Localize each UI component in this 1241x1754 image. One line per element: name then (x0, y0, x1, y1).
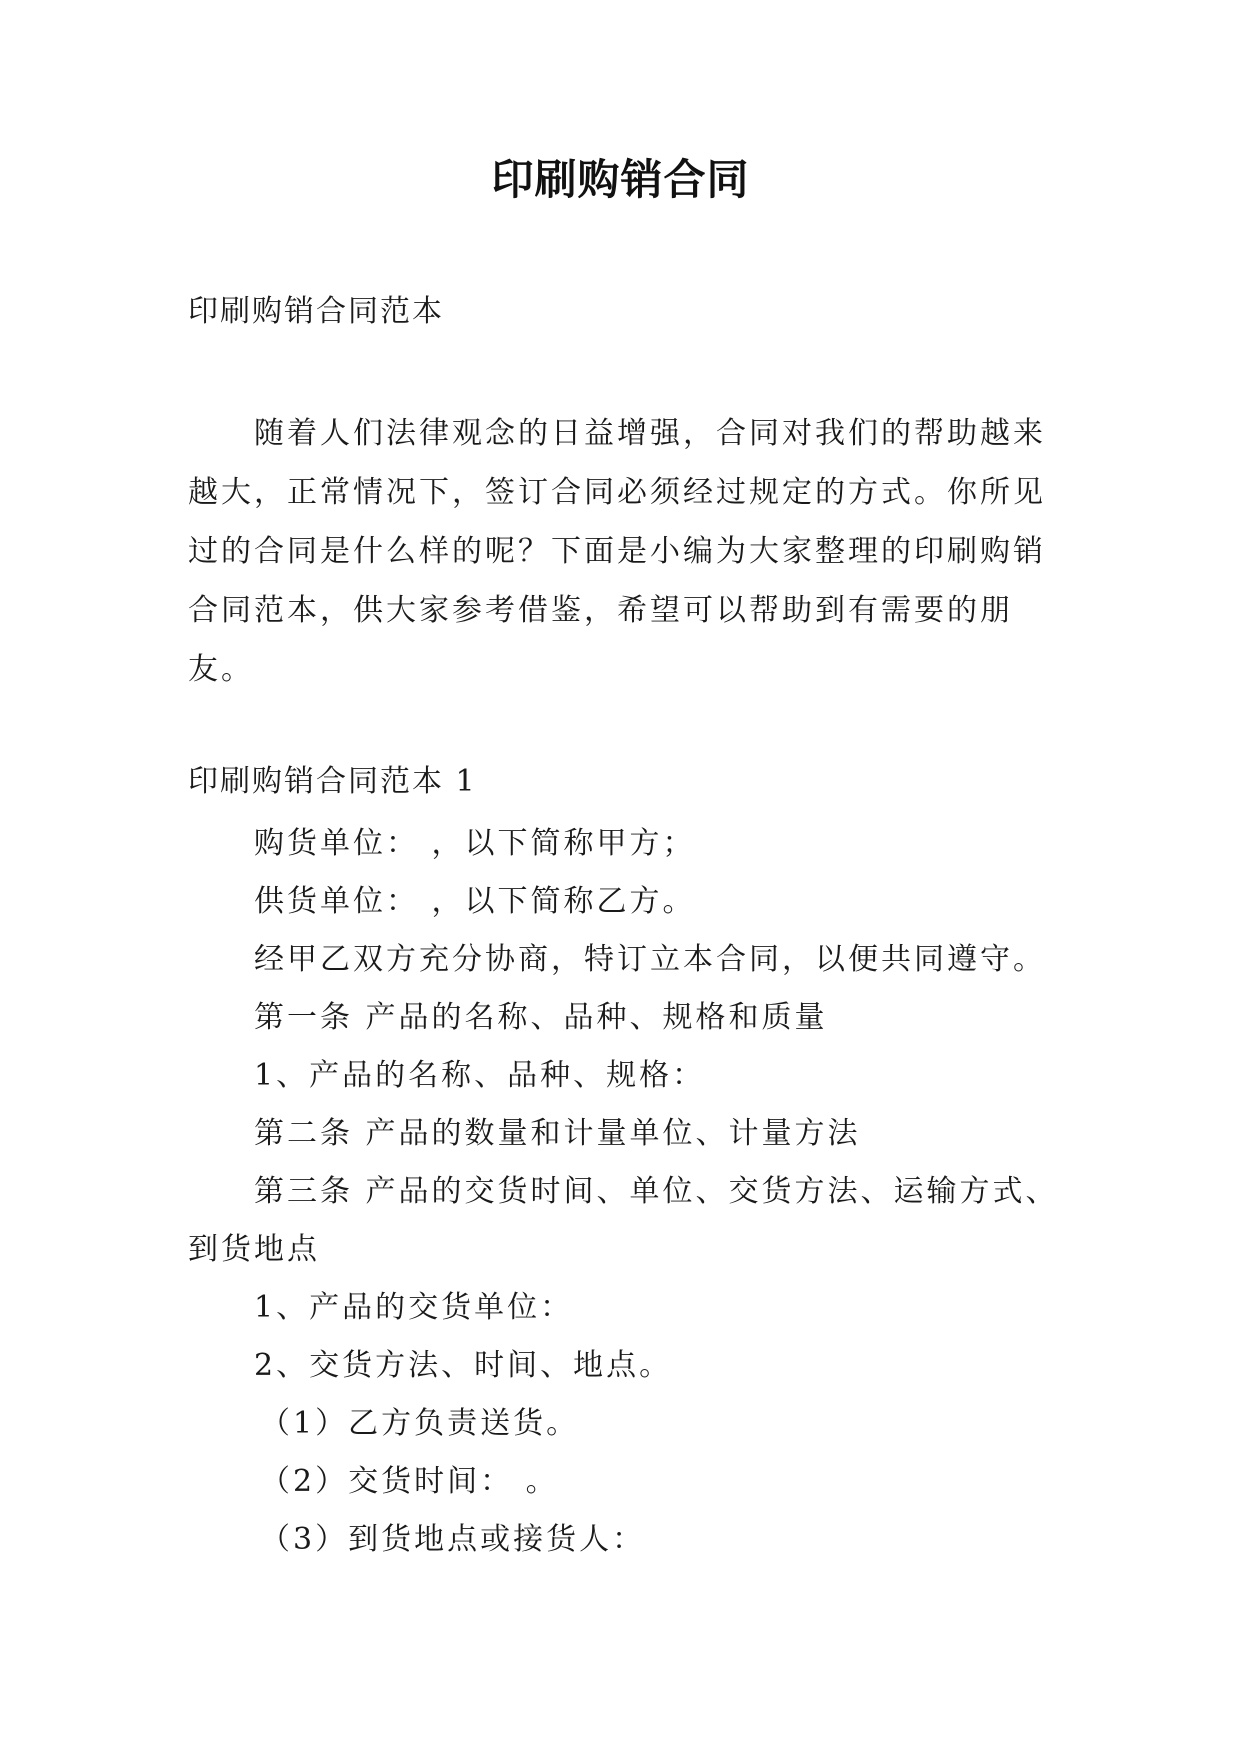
clause-article-3-item-2: 2、交货方法、时间、地点。 (254, 1348, 673, 1383)
document-title: 印刷购销合同 (491, 155, 750, 204)
clause-buyer: 购货单位： ，以下简称甲方； (254, 826, 696, 861)
clause-article-1: 第一条 产品的名称、品种、规格和质量 (254, 1000, 828, 1035)
clause-article-3: 第三条 产品的交货时间、单位、交货方法、运输方式、到货地点 (188, 1174, 1059, 1267)
section-heading: 印刷购销合同范本 1 (188, 764, 477, 799)
clause-article-1-item-1: 1、产品的名称、品种、规格： (254, 1058, 706, 1093)
clause-article-3-item-1: 1、产品的交货单位： (254, 1290, 574, 1325)
clause-subitem-3: （3）到货地点或接货人： (260, 1522, 646, 1557)
intro-paragraph: 随着人们法律观念的日益增强，合同对我们的帮助越来越大，正常情况下，签订合同必须经过规定的方式。你所见过的合同是什么样的呢？下面是小编为大家整理的印刷购销合同范本，供大家参考借鉴，希望可以帮助到有需要的朋友。 (188, 416, 1046, 687)
clause-list (188, 815, 1088, 1569)
clause-subitem-2: （2）交货时间： 。 (260, 1464, 559, 1499)
clause-subitem-1: （1）乙方负责送货。 (260, 1406, 580, 1441)
document-subtitle: 印刷购销合同范本 (188, 294, 444, 329)
clause-article-2: 第二条 产品的数量和计量单位、计量方法 (254, 1116, 861, 1151)
clause-seller: 供货单位： ，以下简称乙方。 (254, 884, 696, 919)
clause-agreement: 经甲乙双方充分协商，特订立本合同，以便共同遵守。 (254, 942, 1046, 977)
